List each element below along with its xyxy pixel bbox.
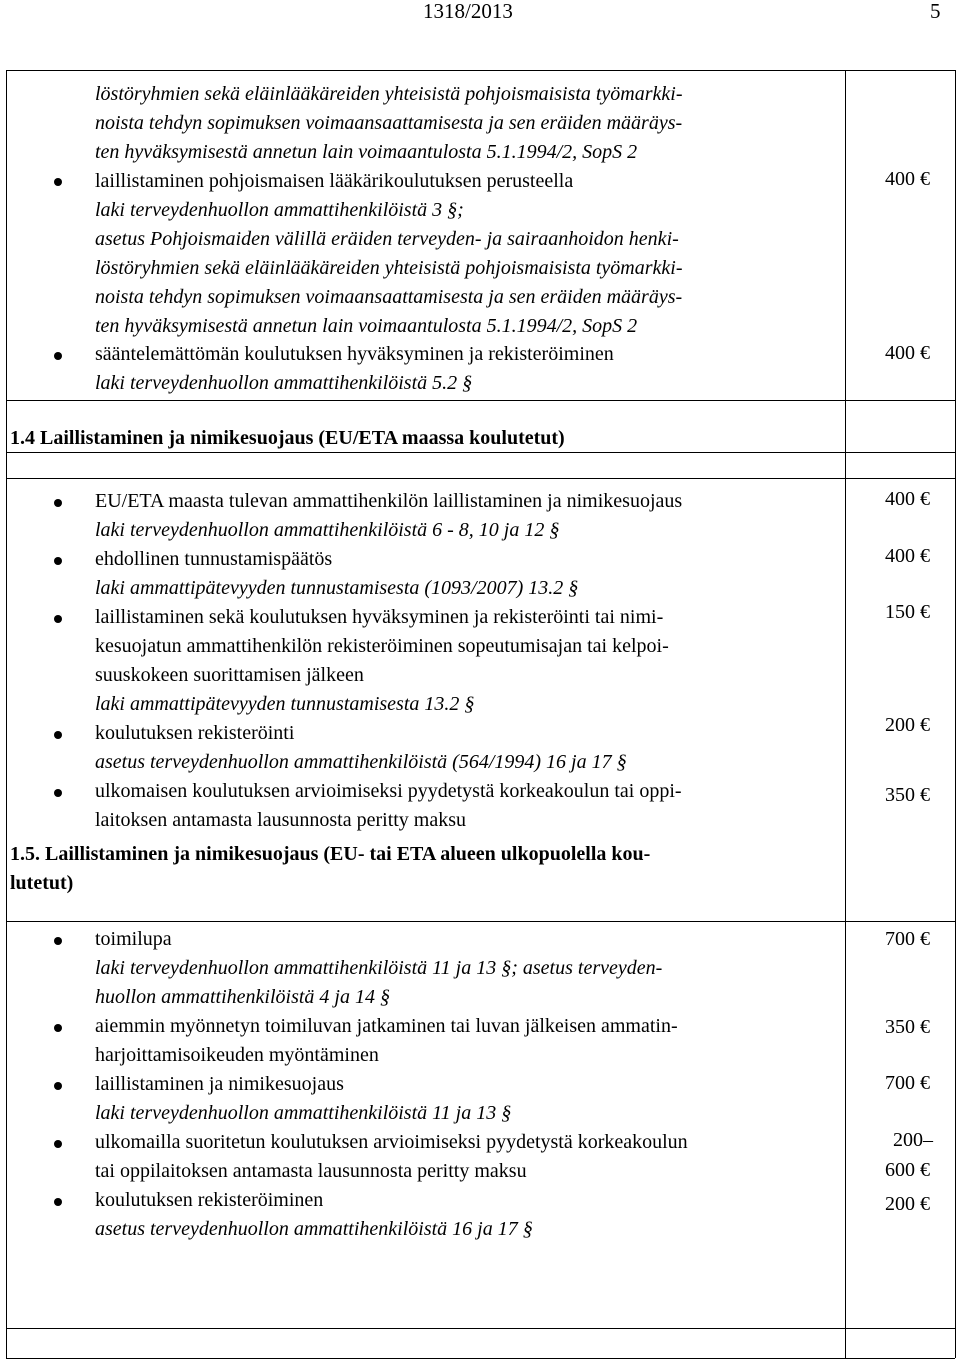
- fee-amount: 700 €: [885, 928, 930, 950]
- bullet-icon: [54, 1024, 62, 1032]
- fee-amount: 400 €: [885, 488, 930, 510]
- page-number: 5: [930, 0, 941, 23]
- fee-item-title: harjoittamisoikeuden myöntäminen: [95, 1044, 379, 1066]
- fee-amount: 400 €: [885, 545, 930, 567]
- table-border-top: [6, 70, 955, 71]
- section-heading-1-5: lutetut): [10, 872, 74, 894]
- table-border-right: [955, 70, 956, 1358]
- section-heading-1-4: 1.4 Laillistaminen ja nimikesuojaus (EU/ETA maassa koulutetut): [10, 427, 565, 449]
- table-border-left: [6, 70, 7, 1358]
- fee-item-title: sääntelemättömän koulutuksen hyväksyminen ja rekisteröiminen: [95, 343, 614, 365]
- row-divider: [6, 1328, 955, 1329]
- row-divider: [6, 478, 955, 479]
- legal-reference-line: laki terveydenhuollon ammattihenkilöistä 11 ja 13 §: [95, 1102, 512, 1124]
- fee-item-title: aiemmin myönnetyn toimiluvan jatkaminen tai luvan jälkeisen ammatin-: [95, 1015, 678, 1037]
- fee-item-title: ulkomailla suoritetun koulutuksen arvioimiseksi pyydetystä korkeakoulun: [95, 1131, 688, 1153]
- bullet-icon: [54, 731, 62, 739]
- fee-item-title: laitoksen antamasta lausunnosta peritty maksu: [95, 809, 467, 831]
- fee-item-title: koulutuksen rekisteröinti: [95, 722, 295, 744]
- fee-amount: 200–: [893, 1129, 933, 1151]
- legal-reference-line: noista tehdyn sopimuksen voimaansaattamisesta ja sen eräiden määräys-: [95, 112, 683, 134]
- fee-amount: 400 €: [885, 168, 930, 190]
- fee-item-title: EU/ETA maasta tulevan ammattihenkilön laillistaminen ja nimikesuojaus: [95, 490, 683, 512]
- bullet-icon: [54, 1198, 62, 1206]
- legal-reference-line: ten hyväksymisestä annetun lain voimaantulosta 5.1.1994/2, SopS 2: [95, 315, 638, 337]
- fee-amount: 200 €: [885, 714, 930, 736]
- legal-reference-line: laki terveydenhuollon ammattihenkilöistä 6 - 8, 10 ja 12 §: [95, 519, 560, 541]
- fee-item-title: laillistaminen pohjoismaisen lääkärikoulutuksen perusteella: [95, 170, 574, 192]
- fee-amount: 400 €: [885, 342, 930, 364]
- legal-reference-line: löstöryhmien sekä eläinlääkäreiden yhteisistä pohjoismaisista työmarkki-: [95, 83, 683, 105]
- bullet-icon: [54, 1082, 62, 1090]
- fee-item-title: laillistaminen sekä koulutuksen hyväksyminen ja rekisteröinti tai nimi-: [95, 606, 664, 628]
- fee-item-title: laillistaminen ja nimikesuojaus: [95, 1073, 344, 1095]
- legal-reference-line: huollon ammattihenkilöistä 4 ja 14 §: [95, 986, 390, 1008]
- legal-reference-line: asetus Pohjoismaiden välillä eräiden terveyden- ja sairaanhoidon henki-: [95, 228, 679, 250]
- legal-reference-line: ten hyväksymisestä annetun lain voimaantulosta 5.1.1994/2, SopS 2: [95, 141, 638, 163]
- fee-item-title: ehdollinen tunnustamispäätös: [95, 548, 333, 570]
- fee-item-title: toimilupa: [95, 928, 172, 950]
- fee-amount: 150 €: [885, 601, 930, 623]
- bullet-icon: [54, 499, 62, 507]
- fee-item-title: suuskokeen suorittamisen jälkeen: [95, 664, 364, 686]
- legal-reference-line: laki ammattipätevyyden tunnustamisesta (1093/2007) 13.2 §: [95, 577, 579, 599]
- fee-amount: 350 €: [885, 784, 930, 806]
- fee-item-title: ulkomaisen koulutuksen arvioimiseksi pyydetystä korkeakoulun tai oppi-: [95, 780, 682, 802]
- legal-reference-line: asetus terveydenhuollon ammattihenkilöistä (564/1994) 16 ja 17 §: [95, 751, 627, 773]
- legal-reference-line: laki terveydenhuollon ammattihenkilöistä 5.2 §: [95, 372, 473, 394]
- legal-reference-line: laki ammattipätevyyden tunnustamisesta 13.2 §: [95, 693, 475, 715]
- row-divider: [6, 921, 955, 922]
- legal-reference-line: asetus terveydenhuollon ammattihenkilöistä 16 ja 17 §: [95, 1218, 533, 1240]
- fee-item-title: tai oppilaitoksen antamasta lausunnosta peritty maksu: [95, 1160, 527, 1182]
- bullet-icon: [54, 178, 62, 186]
- legal-reference-line: löstöryhmien sekä eläinlääkäreiden yhteisistä pohjoismaisista työmarkki-: [95, 257, 683, 279]
- row-divider: [6, 400, 955, 401]
- document-number: 1318/2013: [423, 0, 513, 23]
- legal-reference-line: laki terveydenhuollon ammattihenkilöistä 3 §;: [95, 199, 464, 221]
- bullet-icon: [54, 789, 62, 797]
- fee-item-title: kesuojatun ammattihenkilön rekisteröiminen sopeutumisajan tai kelpoi-: [95, 635, 669, 657]
- fee-item-title: koulutuksen rekisteröiminen: [95, 1189, 324, 1211]
- legal-reference-line: noista tehdyn sopimuksen voimaansaattamisesta ja sen eräiden määräys-: [95, 286, 683, 308]
- fee-amount: 350 €: [885, 1016, 930, 1038]
- bullet-icon: [54, 1140, 62, 1148]
- fee-amount: 200 €: [885, 1193, 930, 1215]
- bullet-icon: [54, 615, 62, 623]
- fee-amount: 600 €: [885, 1159, 930, 1181]
- bullet-icon: [54, 557, 62, 565]
- bullet-icon: [54, 937, 62, 945]
- section-heading-1-5: 1.5. Laillistaminen ja nimikesuojaus (EU- tai ETA alueen ulkopuolella kou-: [10, 843, 651, 865]
- column-divider: [845, 70, 846, 1358]
- fee-amount: 700 €: [885, 1072, 930, 1094]
- legal-reference-line: laki terveydenhuollon ammattihenkilöistä 11 ja 13 §; asetus terveyden-: [95, 957, 663, 979]
- bullet-icon: [54, 352, 62, 360]
